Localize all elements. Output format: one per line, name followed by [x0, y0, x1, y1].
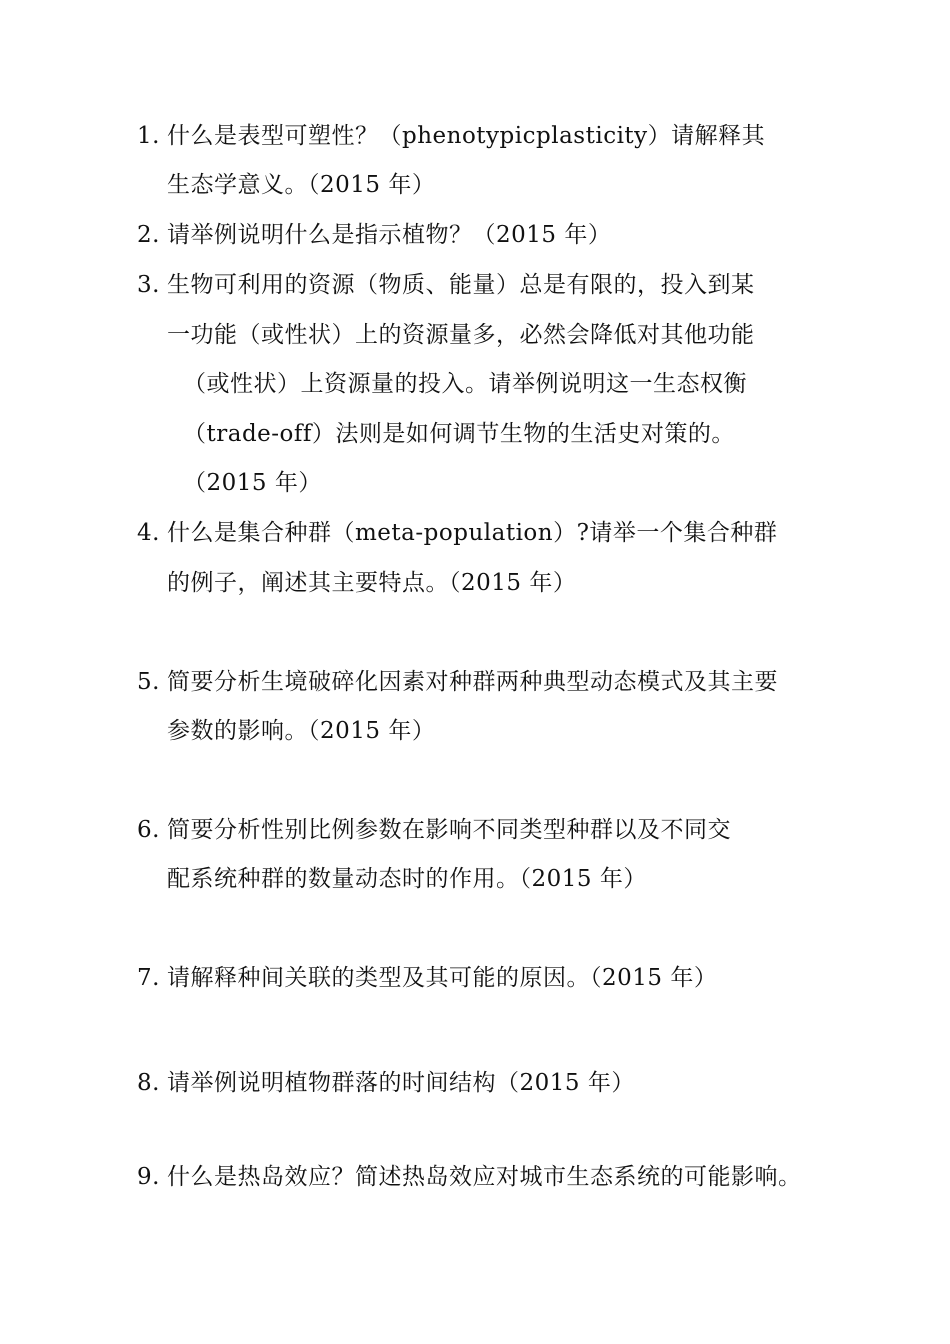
- question-number: 9.: [137, 1164, 160, 1190]
- question-number: 4.: [137, 520, 160, 546]
- question-text-line: 生物可利用的资源（物质、能量）总是有限的，投入到某: [167, 272, 755, 298]
- question-text-line: （或性状）上资源量的投入。请举例说明这一生态权衡: [183, 371, 747, 397]
- question-text-line: 简要分析性别比例参数在影响不同类型种群以及不同交: [167, 817, 731, 843]
- question-number: 8.: [137, 1070, 160, 1096]
- question-text-line: 简要分析生境破碎化因素对种群两种典型动态模式及其主要: [167, 669, 778, 695]
- question-text-line: （trade-off）法则是如何调节生物的生活史对策的。: [183, 421, 735, 447]
- question-text-line: 什么是表型可塑性？（phenotypicplasticity）请解释其: [167, 123, 766, 149]
- question-number: 1.: [137, 123, 160, 149]
- question-number: 2.: [137, 222, 160, 248]
- question-number: 7.: [137, 965, 160, 991]
- question-number: 5.: [137, 669, 160, 695]
- question-text-line: （2015 年）: [183, 470, 322, 496]
- question-text-line: 的例子，阐述其主要特点。（2015 年）: [167, 570, 577, 596]
- question-number: 6.: [137, 817, 160, 843]
- question-text-line: 配系统种群的数量动态时的作用。（2015 年）: [167, 866, 647, 892]
- question-text-line: 生态学意义。（2015 年）: [167, 172, 436, 198]
- question-text-line: 什么是集合种群（meta-population）?请举一个集合种群: [167, 520, 778, 546]
- question-text-line: 参数的影响。（2015 年）: [167, 718, 436, 744]
- question-text-line: 请解释种间关联的类型及其可能的原因。（2015 年）: [167, 965, 718, 991]
- question-text-line: 一功能（或性状）上的资源量多，必然会降低对其他功能: [167, 322, 755, 348]
- question-text-line: 请举例说明植物群落的时间结构（2015 年）: [167, 1070, 635, 1096]
- question-text-line: 什么是热岛效应？简述热岛效应对城市生态系统的可能影响。: [167, 1164, 802, 1190]
- question-number: 3.: [137, 272, 160, 298]
- question-text-line: 请举例说明什么是指示植物？（2015 年）: [167, 222, 612, 248]
